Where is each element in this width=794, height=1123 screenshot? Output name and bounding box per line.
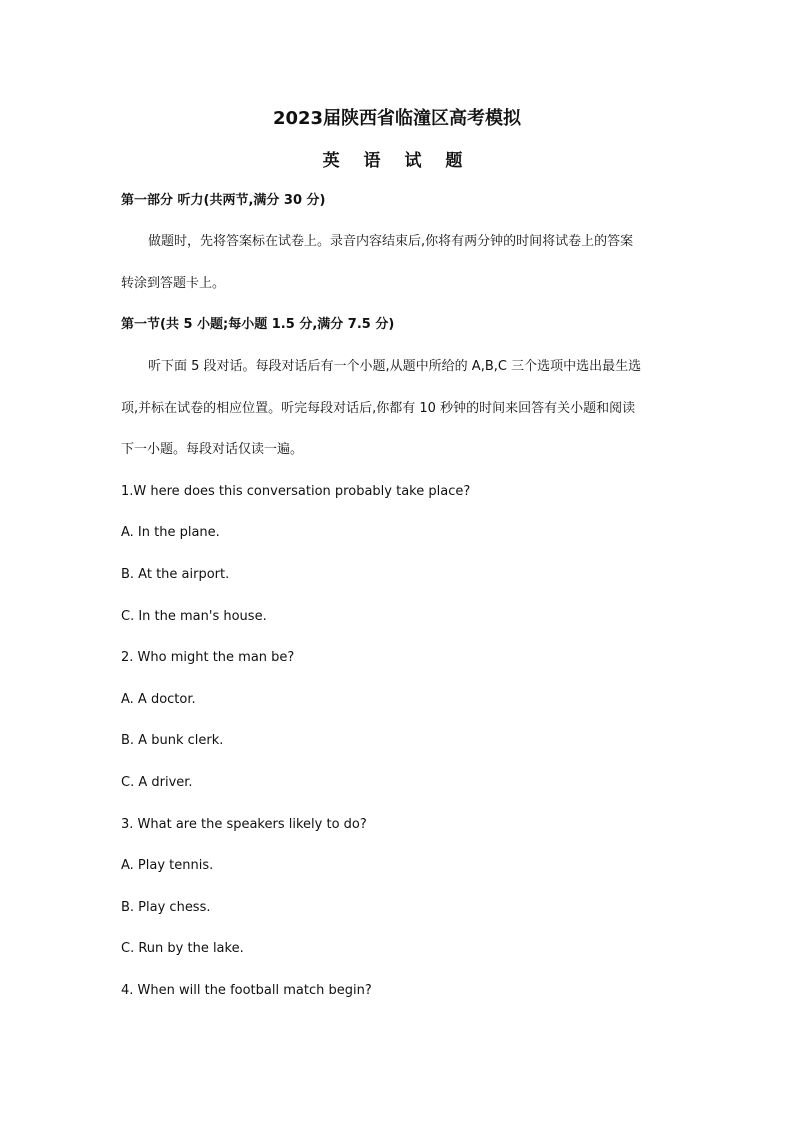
- exam-subtitle: 英 语 试 题: [322, 151, 472, 171]
- question-2-stem: 2. Who might the man be?: [121, 650, 295, 665]
- section1-heading: 第一节(共 5 小题;每小题 1.5 分,满分 7.5 分): [121, 317, 395, 332]
- section1-instruction-line2: 项,并标在试卷的相应位置。听完每段对话后,你都有 10 秒钟的时间来回答有关小题和阅读: [121, 401, 636, 416]
- question-3-option-c: C. Run by the lake.: [121, 941, 244, 956]
- part1-instruction-line2: 转涂到答题卡上。: [121, 276, 226, 291]
- part1-heading: 第一部分 听力(共两节,满分 30 分): [121, 193, 326, 208]
- exam-title: 2023届陕西省临潼区高考模拟: [272, 108, 522, 129]
- question-3-option-a: A. Play tennis.: [121, 858, 214, 873]
- section1-instruction-line1: 听下面 5 段对话。每段对话后有一个小题,从题中所给的 A,B,C 三个选项中选出最生选: [148, 359, 642, 374]
- question-2-option-b: B. A bunk clerk.: [121, 733, 224, 748]
- question-2-option-c: C. A driver.: [121, 775, 193, 790]
- question-1-stem: 1.W here does this conversation probably take place?: [121, 484, 471, 499]
- question-1-option-c: C. In the man's house.: [121, 609, 267, 624]
- part1-instruction-line1: 做题时，先将答案标在试卷上。录音内容结束后,你将有两分钟的时间将试卷上的答案: [148, 234, 634, 249]
- question-3-stem: 3. What are the speakers likely to do?: [121, 817, 367, 832]
- question-1-option-a: A. In the plane.: [121, 525, 220, 540]
- question-2-option-a: A. A doctor.: [121, 692, 196, 707]
- question-1-option-b: B. At the airport.: [121, 567, 230, 582]
- section1-instruction-line3: 下一小题。每段对话仅读一遍。: [121, 442, 304, 457]
- question-4-stem: 4. When will the football match begin?: [121, 983, 372, 998]
- question-3-option-b: B. Play chess.: [121, 900, 211, 915]
